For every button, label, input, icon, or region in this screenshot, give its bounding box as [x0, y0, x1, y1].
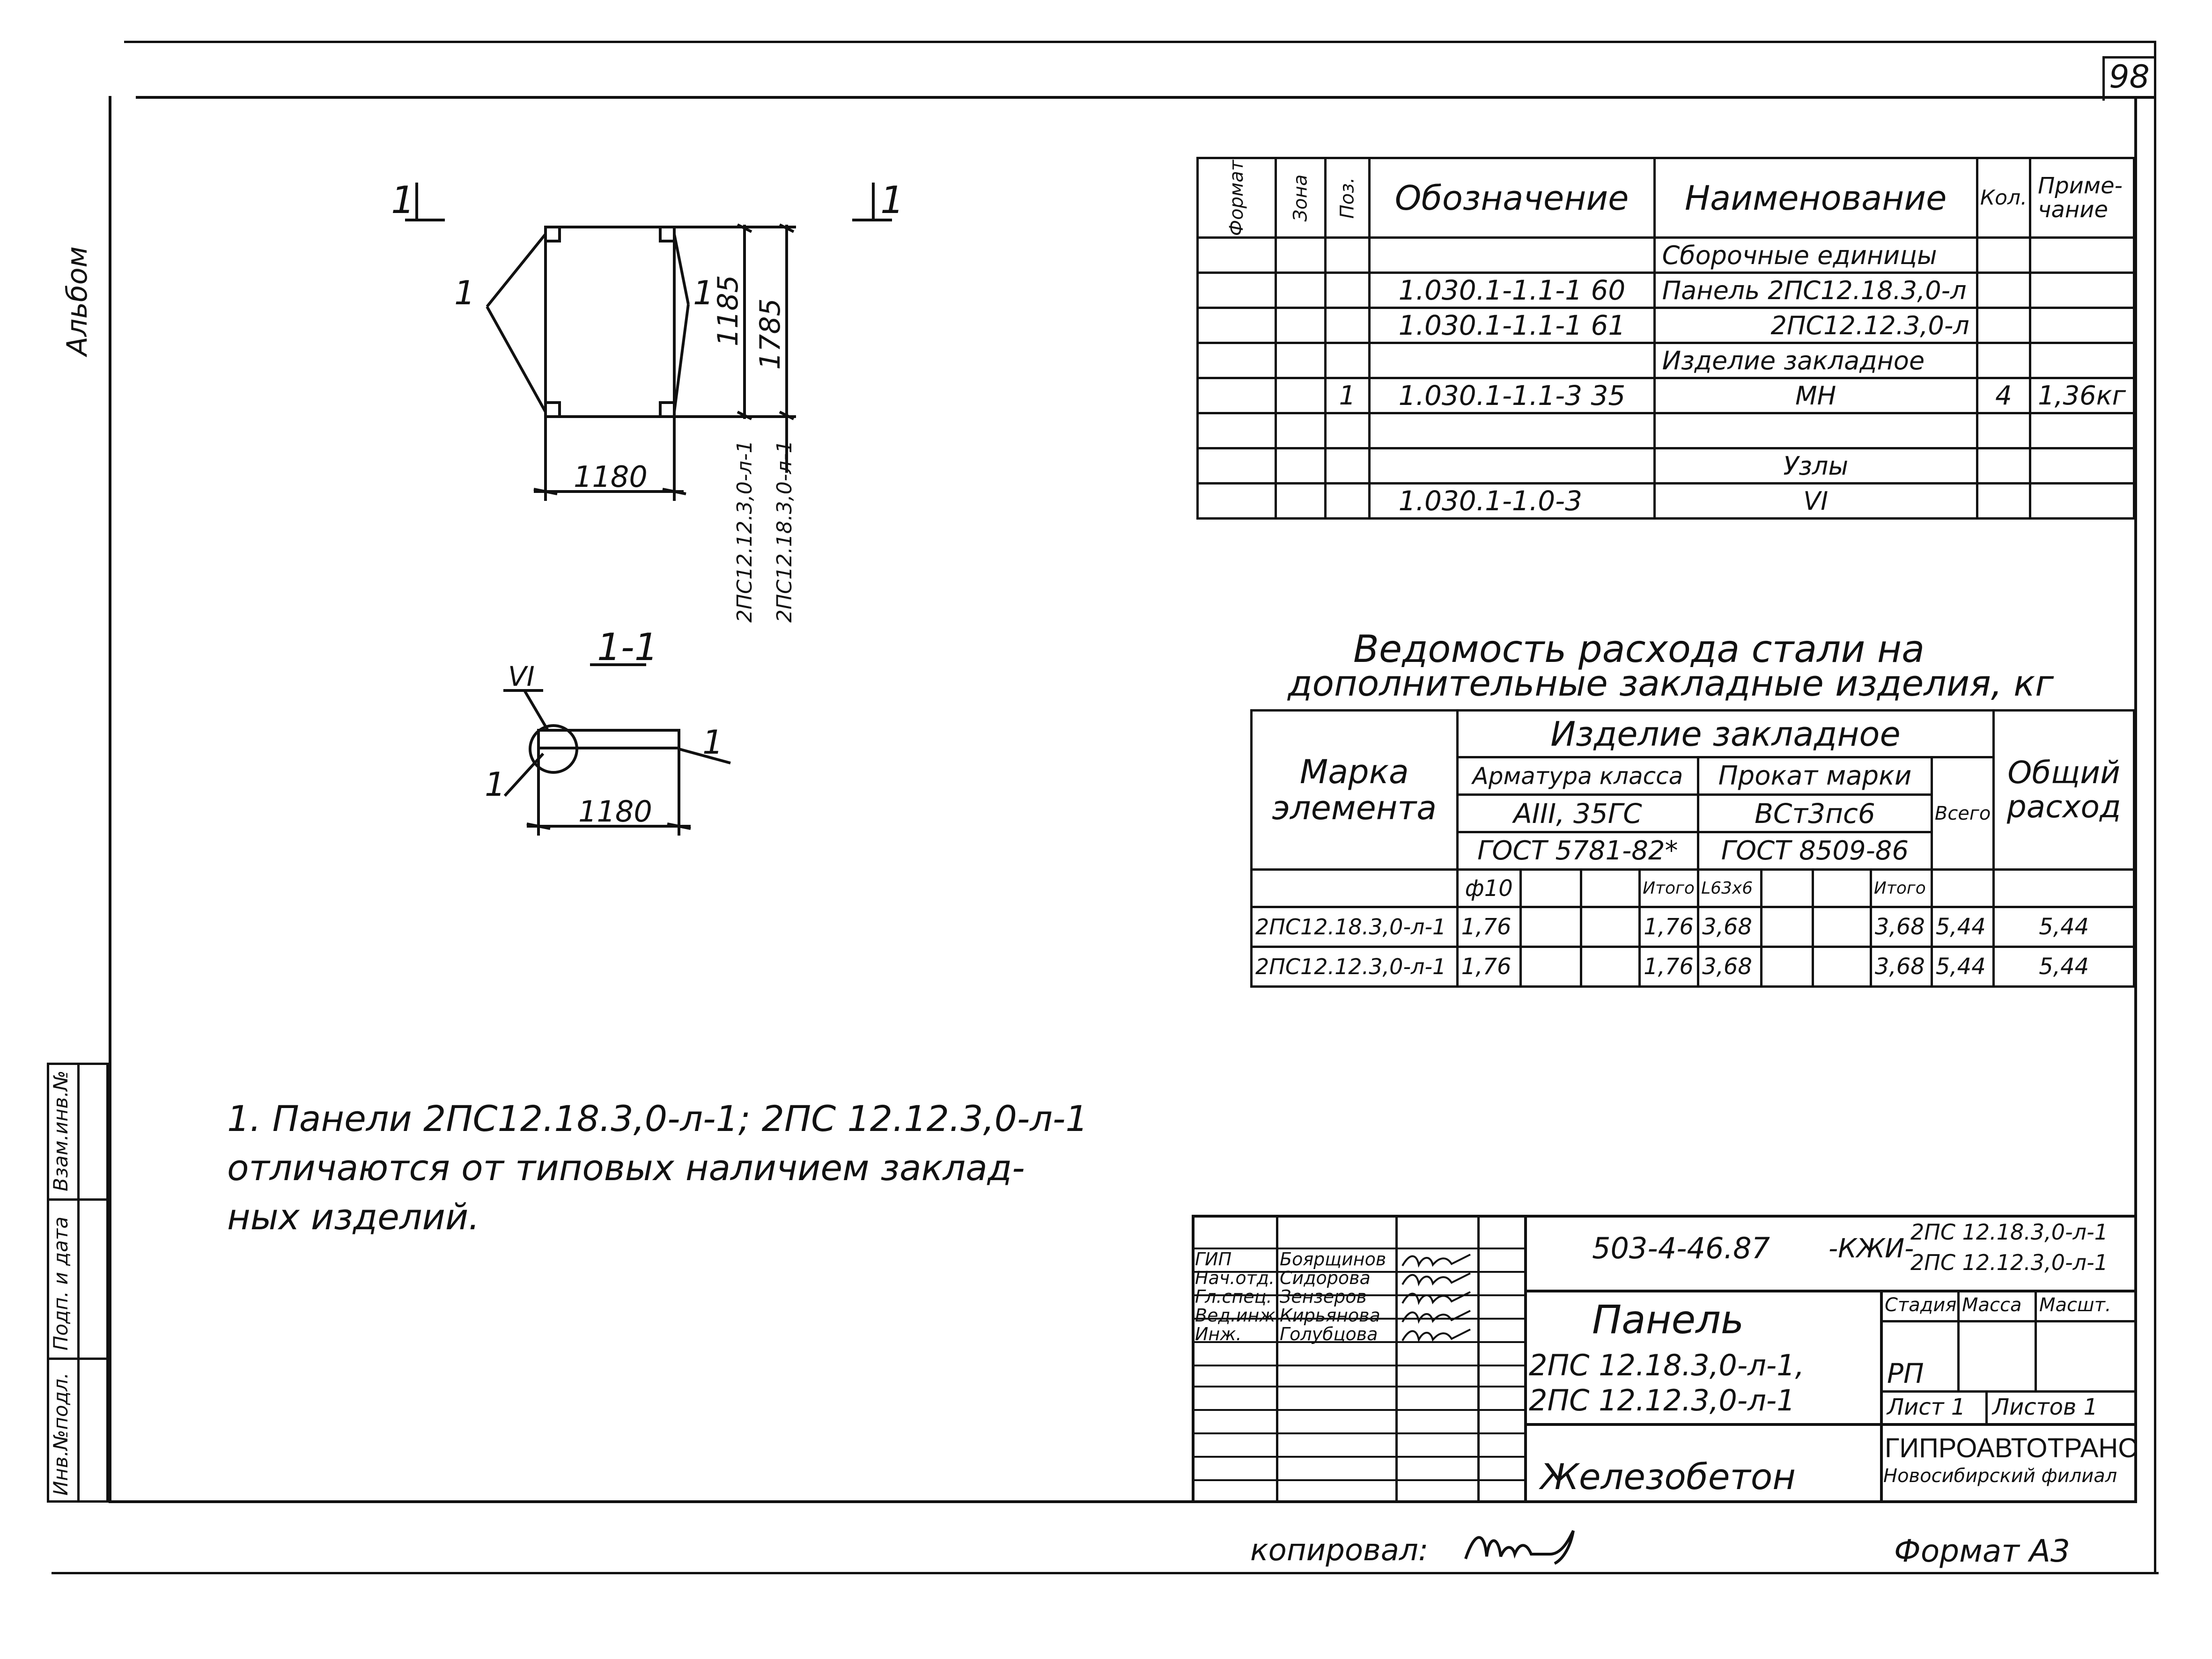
spec-qty-cell	[1977, 484, 2030, 519]
steel-mark-cell: 2ПС12.18.3,0-л-1	[1252, 907, 1458, 947]
header-designation: Обозначение	[1369, 158, 1654, 238]
steel-itogo2-cell: 3,68	[1871, 907, 1932, 947]
spec-designation-cell: 1.030.1-1.0-3	[1369, 484, 1654, 519]
tb-line	[2035, 1290, 2037, 1390]
section-mark-right: 1	[880, 178, 904, 222]
footer-format: Формат А3	[1894, 1533, 2070, 1569]
section-dim-width: 1180	[578, 794, 652, 829]
side-stamp-inv: Инв.№подл.	[49, 1372, 72, 1496]
tb-row-line	[1192, 1386, 1526, 1387]
spec-row	[1198, 238, 2134, 273]
steel-general-cell: 5,44	[1994, 947, 2134, 987]
tb-role-signature	[1400, 1288, 1475, 1307]
side-stamp-row-line	[47, 1198, 109, 1201]
spec-name-cell: Узлы	[1654, 448, 1977, 484]
spec-pos-cell	[1326, 343, 1370, 378]
steel-header-total: Всего	[1932, 757, 1994, 870]
tb-code-variant-1: 2ПС 12.18.3,0-л-1	[1910, 1219, 2108, 1245]
spec-designation-cell	[1369, 343, 1654, 378]
steel-mark-cell: 2ПС12.12.3,0-л-1	[1252, 947, 1458, 987]
section-mark-left: 1	[391, 178, 415, 222]
steel-phi-cell: 1,76	[1457, 947, 1520, 987]
tb-product-code-1: 2ПС 12.18.3,0-л-1,	[1529, 1348, 1805, 1382]
steel-itogo2-cell: 3,68	[1871, 947, 1932, 987]
spec-pos-cell	[1326, 238, 1370, 273]
header-qty: Кол.	[1977, 158, 2030, 238]
tb-line	[1880, 1390, 2137, 1393]
spec-qty-cell	[1977, 343, 2030, 378]
spec-pos-cell	[1326, 273, 1370, 308]
tb-line	[1985, 1390, 1988, 1423]
tb-role-signature	[1400, 1251, 1475, 1270]
steel-sub-angle: L63х6	[1698, 870, 1762, 907]
tb-role-name: Боярщинов	[1280, 1249, 1386, 1270]
spec-note-cell	[2030, 448, 2134, 484]
tb-line	[1524, 1423, 2137, 1426]
spec-designation-cell: 1.030.1-1.1-1 60	[1369, 273, 1654, 308]
spec-name-cell: Изделие закладное	[1654, 343, 1977, 378]
tb-org-1: ГИПРОАВТОТРАНС	[1885, 1433, 2138, 1463]
spec-qty-cell: 4	[1977, 378, 2030, 413]
spec-designation-cell	[1369, 238, 1654, 273]
steel-header-roll-grade: ВСт3пс6	[1698, 795, 1932, 832]
spec-qty-cell	[1977, 448, 2030, 484]
spec-format-cell	[1198, 343, 1276, 378]
spec-zone-cell	[1276, 273, 1326, 308]
tb-role-signature	[1400, 1270, 1475, 1288]
tb-stage-label: Стадия	[1885, 1294, 1957, 1316]
spec-format-cell	[1198, 308, 1276, 343]
spec-format-cell	[1198, 413, 1276, 448]
outer-right-line	[2154, 41, 2156, 1574]
section-node: VI	[508, 661, 535, 692]
steel-itogo1-cell: 1,76	[1640, 907, 1698, 947]
spec-qty-cell	[1977, 308, 2030, 343]
vertical-label-1: 2ПС12.12.3,0-л-1	[733, 440, 757, 623]
tb-sheet: Лист 1	[1887, 1394, 1966, 1420]
spec-zone-cell	[1276, 308, 1326, 343]
header-format: Формат	[1198, 158, 1276, 238]
page-number: 98	[2109, 59, 2150, 95]
spec-zone-cell	[1276, 343, 1326, 378]
steel-angle-cell: 3,68	[1698, 907, 1762, 947]
spec-designation-cell	[1369, 448, 1654, 484]
spec-row	[1198, 273, 2134, 308]
tb-col-line	[1276, 1215, 1278, 1503]
spec-format-cell	[1198, 273, 1276, 308]
steel-header-general: Общий расход	[1994, 711, 2134, 870]
spec-name-cell: МН	[1654, 378, 1977, 413]
header-zone: Зона	[1276, 158, 1326, 238]
spec-row	[1198, 413, 2134, 448]
tb-org-2: Новосибирский филиал	[1883, 1465, 2117, 1487]
steel-header-arm: Арматура класса	[1457, 757, 1698, 795]
note-line-3: ных изделий.	[227, 1196, 480, 1238]
tb-role-name: Сидорова	[1280, 1268, 1371, 1288]
tb-row-line	[1192, 1456, 1526, 1458]
header-pos: Поз.	[1326, 158, 1370, 238]
tb-code-suffix: -КЖИ-	[1829, 1233, 1914, 1264]
tb-role-signature	[1400, 1307, 1475, 1326]
spec-qty-cell	[1977, 238, 2030, 273]
steel-total-cell: 5,44	[1932, 947, 1994, 987]
steel-header-mark: Марка элемента	[1252, 711, 1458, 870]
section-callout-right: 1	[702, 723, 723, 762]
spec-row	[1198, 378, 2134, 413]
tb-role-signature	[1400, 1326, 1475, 1344]
tb-row-line	[1192, 1479, 1526, 1481]
steel-sub-itogo-2: Итого	[1871, 870, 1932, 907]
spec-format-cell	[1198, 238, 1276, 273]
steel-empty-cell	[1520, 907, 1581, 947]
album-label: Альбом	[61, 246, 94, 356]
tb-role-name: Голубцова	[1280, 1324, 1378, 1344]
tb-row-line	[1192, 1409, 1526, 1411]
steel-table-title-2: дополнительные закладные изделия, кг	[1288, 662, 2054, 704]
steel-empty-cell	[1761, 947, 1813, 987]
steel-header-arm-class: АIII, 35ГС	[1457, 795, 1698, 832]
steel-empty-cell	[1581, 947, 1640, 987]
steel-sub-itogo-1: Итого	[1640, 870, 1698, 907]
tb-line	[1524, 1290, 2137, 1292]
section-title: 1-1	[597, 625, 658, 669]
steel-table	[1250, 709, 2135, 988]
spec-note-cell: 1,36кг	[2030, 378, 2134, 413]
spec-qty-cell	[1977, 413, 2030, 448]
tb-code: 503-4-46.87	[1592, 1231, 1770, 1265]
tb-product-name: Панель	[1592, 1297, 1744, 1343]
spec-note-cell	[2030, 273, 2134, 308]
tb-material: Железобетон	[1541, 1456, 1796, 1498]
spec-table	[1196, 157, 2135, 520]
spec-pos-cell	[1326, 413, 1370, 448]
tb-col-line	[1395, 1215, 1398, 1503]
note-line-2: отличаются от типовых наличием заклад-	[227, 1147, 1025, 1189]
section-callout-left: 1	[485, 765, 506, 804]
spec-designation-cell	[1369, 413, 1654, 448]
header-note: Приме-чание	[2030, 158, 2134, 238]
callout-left: 1	[454, 274, 475, 312]
steel-header-roll-gost: ГОСТ 8509-86	[1698, 832, 1932, 870]
spec-zone-cell	[1276, 448, 1326, 484]
spec-name-cell: VI	[1654, 484, 1977, 519]
spec-row	[1198, 484, 2134, 519]
steel-sub-phi: ф10	[1457, 870, 1520, 907]
callout-right: 1	[693, 274, 714, 312]
panel-outline	[546, 227, 674, 417]
steel-header-arm-gost: ГОСТ 5781-82*	[1457, 832, 1698, 870]
steel-header-group: Изделие закладное	[1457, 711, 1994, 757]
steel-phi-cell: 1,76	[1457, 907, 1520, 947]
footer-copied: копировал:	[1250, 1533, 1429, 1568]
tb-row-line	[1192, 1365, 1526, 1366]
spec-zone-cell	[1276, 238, 1326, 273]
spec-zone-cell	[1276, 484, 1326, 519]
header-name: Наименование	[1654, 158, 1977, 238]
steel-empty-cell	[1761, 907, 1813, 947]
tb-sheets: Листов 1	[1992, 1394, 2098, 1420]
spec-note-cell	[2030, 308, 2134, 343]
spec-note-cell	[2030, 484, 2134, 519]
tb-role: Нач.отд.	[1195, 1268, 1275, 1288]
steel-empty-cell	[1520, 947, 1581, 987]
spec-zone-cell	[1276, 413, 1326, 448]
note-line-1: 1. Панели 2ПС12.18.3,0-л-1; 2ПС 12.12.3,0-л-1	[227, 1098, 1088, 1139]
side-stamp-divider	[77, 1063, 80, 1503]
spec-designation-cell: 1.030.1-1.1-1 61	[1369, 308, 1654, 343]
tb-role: ГИП	[1195, 1249, 1232, 1270]
tb-line	[1880, 1320, 2137, 1322]
spec-pos-cell	[1326, 448, 1370, 484]
panel-drawing	[0, 0, 904, 889]
tb-role-name: Кирьянова	[1280, 1305, 1380, 1326]
copied-signature	[1461, 1521, 1583, 1568]
steel-angle-cell: 3,68	[1698, 947, 1762, 987]
vertical-label-2: 2ПС12.18.3,0-л-1	[773, 440, 796, 623]
spec-pos-cell	[1326, 308, 1370, 343]
tb-scale-label: Масшт.	[2039, 1294, 2111, 1316]
spec-pos-cell: 1	[1326, 378, 1370, 413]
spec-format-cell	[1198, 378, 1276, 413]
side-stamp-sign: Подп. и дата	[49, 1216, 72, 1351]
tb-role-name: Зензеров	[1280, 1286, 1367, 1307]
spec-note-cell	[2030, 238, 2134, 273]
steel-itogo1-cell: 1,76	[1640, 947, 1698, 987]
dim-height-inner: 1185	[712, 275, 745, 346]
spec-row	[1198, 343, 2134, 378]
tb-stage-value: РП	[1887, 1358, 1924, 1389]
tb-code-variant-2: 2ПС 12.12.3,0-л-1	[1910, 1250, 2108, 1275]
spec-qty-cell	[1977, 273, 2030, 308]
tb-col-line	[1524, 1215, 1527, 1503]
side-stamp-row-line	[47, 1358, 109, 1360]
steel-empty-cell	[1813, 947, 1871, 987]
spec-name-cell: Сборочные единицы	[1654, 238, 1977, 273]
spec-name-cell	[1654, 413, 1977, 448]
steel-total-cell: 5,44	[1932, 907, 1994, 947]
tb-row-line	[1192, 1432, 1526, 1434]
steel-empty-cell	[1813, 907, 1871, 947]
side-stamp-replace: Взам.инв.№	[49, 1070, 72, 1191]
spec-name-cell: Панель 2ПС12.18.3,0-л	[1654, 273, 1977, 308]
spec-format-cell	[1198, 484, 1276, 519]
tb-line	[1957, 1290, 1960, 1390]
bottom-outer-line	[52, 1572, 2159, 1574]
spec-note-cell	[2030, 413, 2134, 448]
dim-height-outer: 1785	[754, 298, 787, 370]
spec-pos-cell	[1326, 484, 1370, 519]
tb-col-line	[1477, 1215, 1480, 1503]
tb-role: Вед.инж.	[1195, 1305, 1281, 1326]
spec-name-cell: 2ПС12.12.3,0-л	[1654, 308, 1977, 343]
steel-header-roll: Прокат марки	[1698, 757, 1932, 795]
spec-row	[1198, 308, 2134, 343]
tb-product-code-2: 2ПС 12.12.3,0-л-1	[1529, 1383, 1795, 1417]
spec-row	[1198, 448, 2134, 484]
spec-designation-cell: 1.030.1-1.1-3 35	[1369, 378, 1654, 413]
spec-format-cell	[1198, 448, 1276, 484]
steel-general-cell: 5,44	[1994, 907, 2134, 947]
tb-role: Инж.	[1195, 1324, 1242, 1344]
tb-mass-label: Масса	[1962, 1294, 2022, 1316]
steel-table-title-1: Ведомость расхода стали на	[1353, 627, 1925, 671]
spec-note-cell	[2030, 343, 2134, 378]
spec-zone-cell	[1276, 378, 1326, 413]
dim-width: 1180	[574, 460, 648, 494]
steel-empty-cell	[1581, 907, 1640, 947]
section-outline	[538, 730, 679, 748]
steel-row	[1252, 947, 2134, 987]
tb-role: Гл.спец.	[1195, 1286, 1272, 1307]
steel-row	[1252, 907, 2134, 947]
